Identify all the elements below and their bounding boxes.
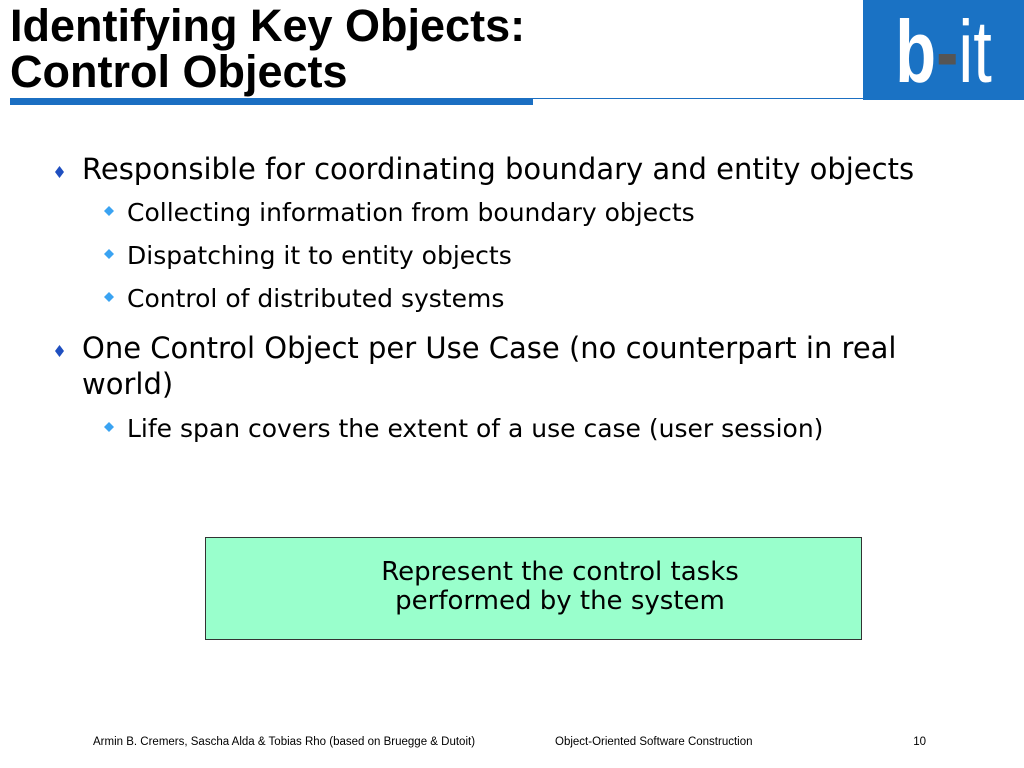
logo-letters-it: it	[958, 2, 992, 100]
footer-page-number: 10	[913, 736, 926, 748]
slide-title-line: Control Objects	[10, 46, 348, 97]
logo-letter-b: b	[895, 2, 937, 100]
sub-bullet-text: Dispatching it to entity objects	[127, 241, 512, 270]
small-diamond-bullet-icon	[104, 422, 114, 432]
callout-line: Represent the control tasks	[381, 557, 739, 587]
footer-course-title: Object-Oriented Software Construction	[555, 736, 753, 748]
callout-box	[205, 537, 862, 640]
small-diamond-bullet-icon	[104, 249, 114, 259]
slide-title-line: Identifying Key Objects:	[10, 0, 526, 51]
sub-bullet-text: Collecting information from boundary objects	[127, 198, 695, 227]
footer-authors: Armin B. Cremers, Sascha Alda & Tobias Rho (based on Bruegge & Dutoit)	[93, 736, 476, 748]
callout-text	[259, 558, 861, 616]
sub-bullet-text: Life span covers the extent of a use case (user session)	[127, 414, 824, 443]
bullet-text: Responsible for coordinating boundary and entity objects	[82, 152, 915, 186]
title-underline-rule	[533, 98, 863, 99]
small-diamond-bullet-icon	[104, 206, 114, 216]
sub-bullet-text: Control of distributed systems	[127, 284, 505, 313]
small-diamond-bullet-icon	[104, 292, 114, 302]
title-underline-bar	[10, 98, 533, 105]
bullet-text: One Control Object per Use Case (no counterpart in real world)	[82, 331, 897, 401]
slide-title	[10, 0, 526, 97]
callout-line: performed by the system	[395, 586, 725, 616]
logo-hyphen: -	[936, 2, 959, 100]
logo-wordmark	[882, 2, 1004, 100]
diamond-bullet-icon	[55, 345, 64, 357]
diamond-bullet-icon	[55, 166, 64, 178]
b-it-logo	[863, 0, 1024, 100]
